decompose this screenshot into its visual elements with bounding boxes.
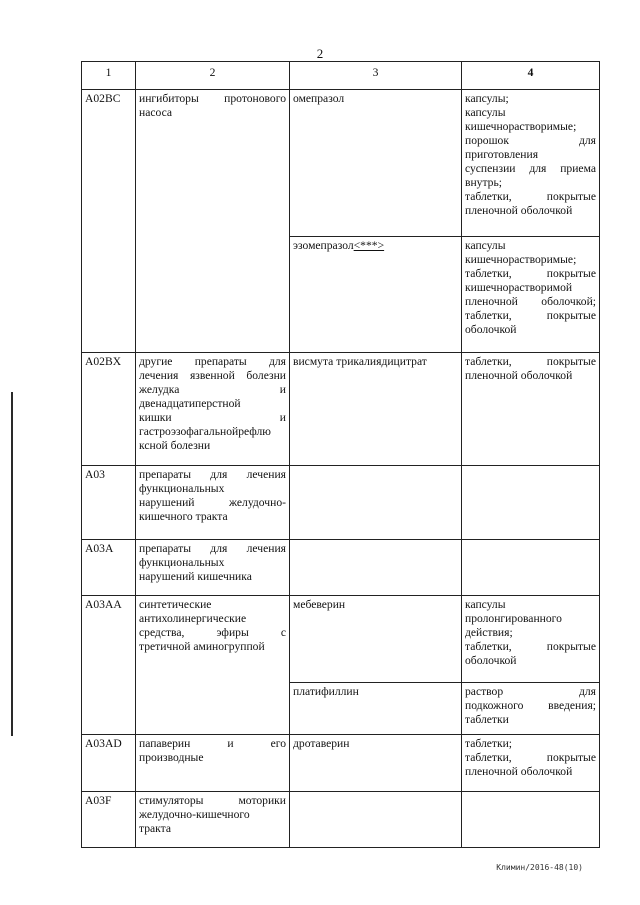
page-number: 2 [316, 46, 324, 61]
dosage-form-line: таблетки, покрытые [465, 190, 596, 203]
dosage-form-line: пленочной оболочкой [465, 204, 573, 217]
group-name-line: средства, эфиры с [139, 626, 286, 639]
dosage-form-line: таблетки, покрытые [465, 355, 596, 368]
dosage-form-line: действия; [465, 626, 513, 639]
dosage-form-line: капсулы [465, 106, 506, 119]
dosage-form-line: пленочной оболочкой [465, 369, 573, 382]
dosage-form-line: суспензии для приема [465, 162, 596, 175]
group-name-line: лечения язвенной болезни [139, 369, 286, 382]
dosage-form-line: приготовления [465, 148, 539, 161]
group-name-cell [136, 735, 290, 792]
group-name-line: стимуляторы моторики [139, 794, 286, 807]
atc-code-cell: A03AD [82, 735, 136, 792]
table-row [82, 792, 600, 848]
column-header-2: 2 [136, 62, 290, 90]
document-footer-code: Климин/2016-48(10) [496, 863, 583, 872]
table-row [82, 466, 600, 540]
atc-code-cell: A03A [82, 540, 136, 596]
drug-name: платифиллин [293, 685, 359, 698]
dosage-form-line: таблетки, покрытые [465, 309, 596, 322]
dosage-form-line: внутрь; [465, 176, 502, 189]
dosage-form-cell [462, 540, 600, 596]
dosage-form-line: пленочной оболочкой [465, 765, 573, 778]
drug-name: мебеверин [293, 598, 346, 611]
group-name-line: синтетические [139, 598, 212, 611]
drug-name-cell [290, 90, 462, 237]
dosage-form-line: пленочной оболочкой; [465, 295, 596, 308]
atc-code-cell: A03 [82, 466, 136, 540]
column-header-1: 1 [82, 62, 136, 90]
group-name-line: кишечного тракта [139, 510, 228, 523]
dosage-form-line: таблетки; [465, 737, 513, 750]
group-name-line: насоса [139, 106, 173, 119]
dosage-form-line: раствор для [465, 685, 596, 698]
scan-margin-mark [11, 392, 13, 736]
group-name-line: тракта [139, 822, 171, 835]
drug-name-cell [290, 237, 462, 353]
dosage-form-line: капсулы [465, 598, 506, 611]
drug-name-cell [290, 540, 462, 596]
drug-name-cell [290, 596, 462, 683]
dosage-form-line: кишечнорастворимой [465, 281, 573, 294]
dosage-form-line: оболочкой [465, 654, 517, 667]
drug-name: омепразол [293, 92, 345, 105]
group-name-line: функциональных [139, 556, 225, 569]
group-name-line: двенадцатиперстной [139, 397, 241, 410]
column-header-3: 3 [290, 62, 462, 90]
dosage-form-cell [462, 237, 600, 353]
drug-name-cell [290, 683, 462, 735]
dosage-form-line: кишечнорастворимые; [465, 253, 577, 266]
group-name-cell [136, 466, 290, 540]
dosage-form-cell [462, 90, 600, 237]
dosage-form-cell [462, 683, 600, 735]
dosage-form-cell [462, 792, 600, 848]
drug-name: висмута трикалиядицитрат [293, 355, 427, 368]
table-row [82, 596, 600, 683]
table-row [82, 540, 600, 596]
drug-name: эзомепразол [293, 239, 354, 252]
dosage-form-line: пролонгированного [465, 612, 562, 625]
group-name-line: желудка и [139, 383, 286, 396]
dosage-form-cell [462, 735, 600, 792]
group-name-line: ксной болезни [139, 439, 211, 452]
dosage-form-line: оболочкой [465, 323, 517, 336]
group-name-line: кишки и [139, 411, 286, 424]
group-name-line: гастроэзофагальнойрефлю [139, 425, 271, 438]
atc-code-cell: A03F [82, 792, 136, 848]
dosage-form-line: капсулы [465, 239, 506, 252]
table-row [82, 90, 600, 237]
group-name-line: другие препараты для [139, 355, 286, 368]
group-name-line: ингибиторы протонового [139, 92, 286, 105]
dosage-form-line: кишечнорастворимые; [465, 120, 577, 133]
atc-code-cell: A02BX [82, 353, 136, 466]
dosage-form-line: таблетки, покрытые [465, 640, 596, 653]
atc-code-cell: A03AA [82, 596, 136, 735]
group-name-line: производные [139, 751, 204, 764]
drug-name-cell [290, 735, 462, 792]
group-name-line: препараты для лечения [139, 468, 286, 481]
dosage-form-line: таблетки [465, 713, 509, 726]
drug-name-cell [290, 353, 462, 466]
column-header-4: 4 [462, 62, 600, 90]
group-name-cell [136, 596, 290, 735]
table-row [82, 353, 600, 466]
group-name-cell [136, 540, 290, 596]
drug-name-cell [290, 466, 462, 540]
group-name-line: препараты для лечения [139, 542, 286, 555]
group-name-line: антихолинергические [139, 612, 247, 625]
dosage-form-cell [462, 353, 600, 466]
group-name-line: папаверин и его [139, 737, 286, 750]
group-name-line: желудочно-кишечного [139, 808, 250, 821]
atc-code-cell: A02BC [82, 90, 136, 353]
group-name-cell [136, 792, 290, 848]
group-name-cell [136, 90, 290, 353]
drug-name-cell [290, 792, 462, 848]
footnote-link[interactable]: <***> [353, 239, 385, 252]
dosage-form-cell [462, 596, 600, 683]
drug-name: дротаверин [293, 737, 350, 750]
table-row [82, 735, 600, 792]
drug-table [81, 61, 600, 848]
group-name-line: нарушений желудочно- [139, 496, 286, 509]
table-header-row [82, 62, 600, 90]
dosage-form-line: подкожного введения; [465, 699, 596, 712]
dosage-form-line: таблетки, покрытые [465, 751, 596, 764]
dosage-form-line: капсулы; [465, 92, 509, 105]
group-name-cell [136, 353, 290, 466]
group-name-line: третичной аминогруппой [139, 640, 265, 653]
dosage-form-cell [462, 466, 600, 540]
group-name-line: нарушений кишечника [139, 570, 252, 583]
dosage-form-line: таблетки, покрытые [465, 267, 596, 280]
group-name-line: функциональных [139, 482, 225, 495]
dosage-form-line: порошок для [465, 134, 596, 147]
